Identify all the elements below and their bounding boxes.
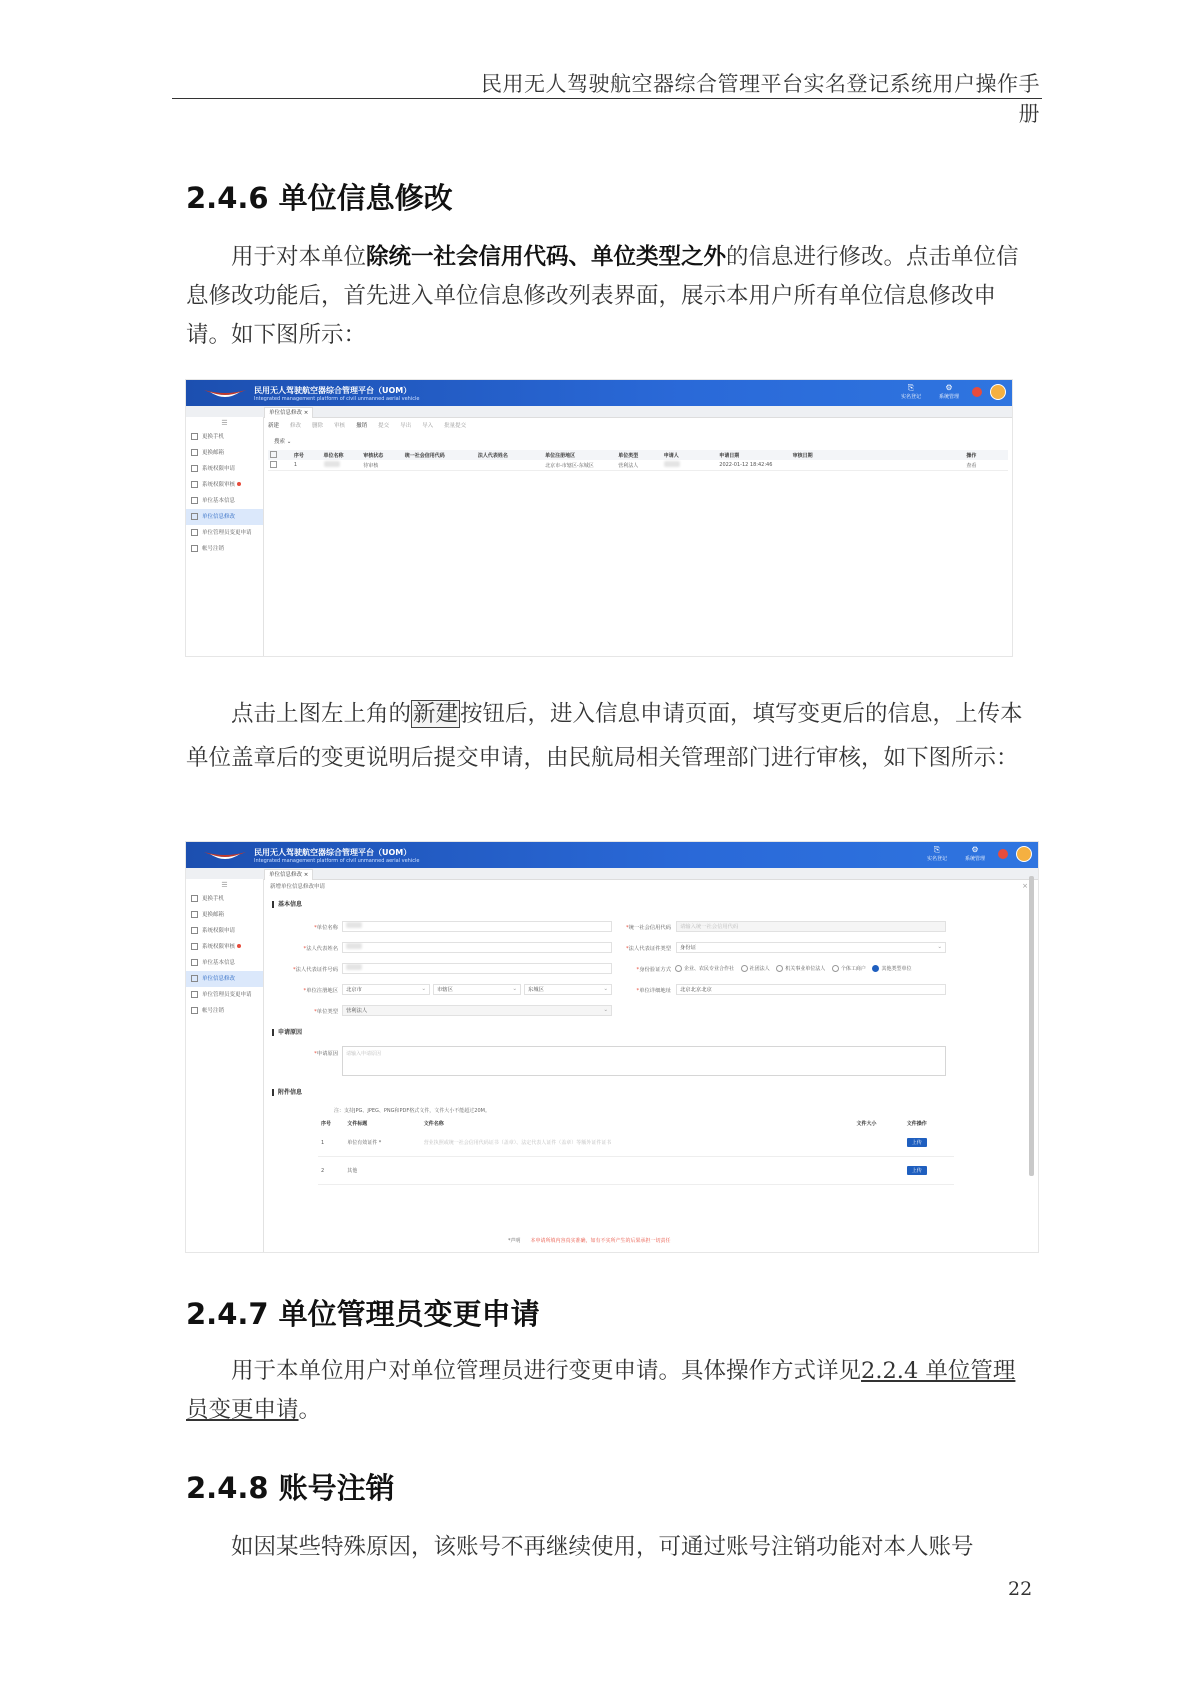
legal-cert-no-input[interactable] [342, 963, 612, 974]
menu-item-icon [191, 959, 198, 966]
address-input[interactable]: 北京北京北京 [676, 984, 946, 995]
column-header: 审核状态 [361, 450, 403, 460]
cell-title: 其他 [344, 1157, 420, 1185]
redacted-legal-name [346, 943, 362, 949]
label-region: *单位注册地区 [303, 988, 338, 994]
radio-icon[interactable] [776, 965, 783, 972]
attachment-table [318, 1117, 954, 1185]
avatar[interactable] [990, 384, 1006, 400]
cell-unit-name [322, 460, 362, 471]
sidebar-item-unit-basic[interactable]: 单位基本信息 [186, 493, 263, 509]
section-reason: 申请原因 [272, 1027, 302, 1036]
label-verify-method: *身份验证方式 [636, 967, 671, 973]
cell-size [853, 1129, 903, 1157]
list-main [264, 417, 1012, 656]
sidebar-item-admin-change[interactable]: 单位管理员变更申请 [186, 987, 263, 1003]
screenshot-unit-info-form [186, 842, 1038, 1252]
cell-index: 1 [318, 1129, 344, 1157]
column-header: 法人代表姓名 [476, 450, 543, 460]
app-title: 民用无人驾驶航空器综合管理平台（UOM） [254, 386, 412, 395]
redacted-applicant [664, 461, 680, 467]
column-header: 序号 [292, 450, 322, 460]
unit-name-input[interactable] [342, 921, 612, 932]
section-basic-info: 基本信息 [272, 899, 302, 908]
sidebar-item-change-phone[interactable]: 更换手机 [186, 429, 263, 445]
cell-region: 北京市-市辖区-东城区 [543, 460, 616, 471]
app-header-bar [186, 380, 1012, 406]
radio-icon[interactable] [832, 965, 839, 972]
batch-submit-button[interactable]: 批量提交 [444, 423, 467, 429]
sidebar-item-account-cancel[interactable]: 帐号注销 [186, 541, 263, 557]
legal-name-input[interactable] [342, 942, 612, 953]
bold-exception: 除统一社会信用代码、单位类型之外 [366, 244, 727, 270]
menu-item-icon [191, 911, 198, 918]
reason-textarea[interactable]: 请输入申请原因 [342, 1046, 946, 1076]
running-header: 民用无人驾驶航空器综合管理平台实名登记系统用户操作手册 [481, 72, 1040, 126]
attachment-note: 注：支持JPG、JPEG、PNG和PDF格式文件，文件大小不能超过20M。 [334, 1108, 490, 1114]
revoke-button[interactable]: 撤销 [356, 423, 368, 429]
column-header: 申请人 [662, 450, 718, 460]
sidebar-item-change-email[interactable]: 更换邮箱 [186, 445, 263, 461]
menu-item-icon [191, 513, 198, 520]
select-all-checkbox[interactable] [270, 451, 277, 458]
unit-type-select[interactable]: 营利法人 ⌄ [342, 1005, 612, 1016]
column-header: 文件大小 [856, 1120, 877, 1127]
view-link[interactable]: 查看 [964, 460, 1008, 471]
redacted-unit-name [324, 461, 340, 467]
credit-code-input[interactable]: 请输入统一社会信用代码 [676, 921, 946, 932]
table-header-row [318, 1117, 954, 1129]
redacted-unit-name [346, 922, 362, 928]
menu-collapse-icon[interactable]: ☰ [221, 881, 228, 889]
label-address: *单位详细地址 [636, 988, 671, 994]
form-scrollbar[interactable] [1029, 876, 1034, 1176]
app-header-bar [186, 842, 1038, 868]
system-icon: ⚙ [971, 845, 979, 854]
sidebar-item-unit-basic[interactable]: 单位基本信息 [186, 955, 263, 971]
paragraph-2-4-6-intro: 用于对本单位除统一社会信用代码、单位类型之外的信息进行修改。点击单位信息修改功能后，首先进入单位信息修改列表界面，展示本用户所有单位信息修改申请。如下图所示： [186, 244, 1019, 348]
search-toggle[interactable]: 搜索 ⌄ [274, 439, 292, 445]
menu-item-icon [191, 927, 198, 934]
app-subtitle: Integrated management platform of civil unmanned aerial vehicle [254, 858, 420, 864]
table-row [318, 1129, 954, 1157]
cell-applicant [662, 460, 718, 471]
sidebar-item-unit-edit[interactable]: 单位信息修改 [186, 971, 263, 987]
table-row [318, 1157, 954, 1185]
paragraph-2-4-6-new: 点击上图左上角的新建按钮后，进入信息申请页面，填写变更后的信息，上传本单位盖章后的变更说明后提交申请，由民航局相关管理部门进行审核，如下图所示： [186, 701, 1023, 771]
form-header: 新增单位信息修改申请 [270, 884, 326, 890]
section-attachments: 附件信息 [272, 1087, 302, 1096]
submit-button[interactable]: 提交 [378, 423, 390, 429]
declaration-text: 本申请所填内容真实准确，如有不实所产生的后果承担一切责任 [530, 1238, 671, 1244]
heading-2-4-6: 2.4.6 单位信息修改 [186, 181, 453, 215]
registration-icon: ⎘ [933, 845, 941, 854]
menu-item-icon [191, 943, 198, 950]
menu-item-icon [191, 497, 198, 504]
uom-logo-icon [202, 386, 248, 402]
upload-button[interactable]: 上传 [907, 1138, 927, 1147]
export-button[interactable]: 导出 [400, 423, 412, 429]
radio-icon[interactable] [675, 965, 682, 972]
new-button-reference: 新建 [413, 701, 459, 727]
label-legal-cert-no: *法人代表证件号码 [292, 967, 338, 973]
menu-item-icon [191, 1007, 198, 1014]
column-header: 单位类型 [616, 450, 662, 460]
cell-type: 营利法人 [616, 460, 662, 471]
top-button-system[interactable]: ⚙ 系统管理 [960, 845, 990, 862]
sidebar-item-permission-apply[interactable]: 系统权限申请 [186, 461, 263, 477]
column-header: 单位名称 [322, 450, 362, 460]
new-button[interactable]: 新建 [268, 423, 280, 429]
column-header: 申请日期 [717, 450, 790, 460]
heading-2-4-7: 2.4.7 单位管理员变更申请 [186, 1297, 540, 1331]
sidebar-item-change-email[interactable]: 更换邮箱 [186, 907, 263, 923]
table-header-row [268, 450, 1008, 460]
table-row[interactable] [268, 460, 1008, 471]
radio-icon[interactable] [741, 965, 748, 972]
link-2-2-4[interactable]: 2.2.4 单位管理员变更申请 [186, 1358, 1016, 1423]
edit-button[interactable]: 修改 [290, 423, 302, 429]
menu-item-icon [191, 481, 198, 488]
upload-button[interactable]: 上传 [907, 1166, 927, 1175]
row-checkbox[interactable] [270, 461, 277, 468]
redacted-cert-no [346, 964, 362, 970]
tab-unit-info-edit[interactable]: 单位信息修改 × [264, 407, 313, 418]
menu-item-icon [191, 529, 198, 536]
paragraph-2-4-7: 用于本单位用户对单位管理员进行变更申请。具体操作方式详见2.2.4 单位管理员变更申请。 [186, 1358, 1016, 1423]
cell-review-date [791, 460, 965, 471]
sidebar-item-account-cancel[interactable]: 帐号注销 [186, 1003, 263, 1019]
menu-collapse-icon[interactable]: ☰ [221, 419, 228, 427]
column-header: 单位注册地区 [543, 450, 616, 460]
list-toolbar [268, 421, 466, 429]
sidebar-item-admin-change[interactable]: 单位管理员变更申请 [186, 525, 263, 541]
sidebar-item-permission-review[interactable]: 系统权限审核 [186, 939, 263, 955]
city-select[interactable]: 市辖区 ⌄ [433, 984, 521, 995]
cell-legal-name [476, 460, 543, 471]
top-button-system[interactable]: ⚙ 系统管理 [934, 383, 964, 400]
badge-dot-icon [237, 944, 241, 948]
review-button[interactable]: 审核 [334, 423, 346, 429]
close-icon[interactable]: × [1022, 882, 1028, 890]
sidebar [186, 879, 264, 1252]
menu-item-icon [191, 433, 198, 440]
tab-unit-info-edit[interactable]: 单位信息修改 × [264, 869, 313, 880]
label-unit-name: *单位名称 [314, 925, 338, 931]
registration-icon: ⎘ [907, 383, 915, 392]
app-subtitle: Integrated management platform of civil unmanned aerial vehicle [254, 396, 420, 402]
declaration-label: *声明 [508, 1238, 521, 1244]
cell-file-hint: 营业执照或统一社会信用代码证书（盖章）、法定代表人证件（盖章）等额外证件证书 [421, 1129, 854, 1157]
column-header: 文件操作 [906, 1120, 927, 1127]
sidebar-item-unit-edit[interactable]: 单位信息修改 [186, 509, 263, 525]
app-title: 民用无人驾驶航空器综合管理平台（UOM） [254, 848, 412, 857]
sidebar-item-permission-review[interactable]: 系统权限审核 [186, 477, 263, 493]
menu-item-icon [191, 449, 198, 456]
label-legal-name: *法人代表姓名 [303, 946, 338, 952]
cell-index: 2 [318, 1157, 344, 1185]
column-header: 序号 [321, 1120, 332, 1127]
label-legal-cert-type: *法人代表证件类型 [625, 946, 671, 952]
top-button-registration[interactable]: ⎘ 实名登记 [922, 845, 952, 862]
cell-index: 1 [292, 460, 322, 471]
notification-icon[interactable] [998, 849, 1008, 859]
cell-file-hint [421, 1157, 854, 1185]
cell-status: 待审核 [361, 460, 403, 471]
menu-item-icon [191, 975, 198, 982]
cell-size [853, 1157, 903, 1185]
top-button-registration[interactable]: ⎘ 实名登记 [896, 383, 926, 400]
cell-title: 单位有效证件 * [344, 1129, 420, 1157]
sidebar-item-change-phone[interactable]: 更换手机 [186, 891, 263, 907]
menu-item-icon [191, 991, 198, 998]
cell-action [904, 1129, 954, 1157]
menu-item-icon [191, 545, 198, 552]
column-header[interactable] [268, 450, 292, 460]
application-table [268, 450, 1008, 471]
column-header: 统一社会信用代码 [403, 450, 476, 460]
page-number: 22 [1008, 1578, 1033, 1600]
label-credit-code: *统一社会信用代码 [625, 925, 671, 931]
menu-item-icon [191, 895, 198, 902]
label-unit-type: *单位类型 [314, 1009, 338, 1015]
radio-selected-icon[interactable] [872, 965, 879, 972]
column-header: 文件名称 [423, 1120, 444, 1127]
column-header: 审核日期 [791, 450, 965, 460]
screenshot-unit-info-list [186, 380, 1012, 656]
cell-credit-code [403, 460, 476, 471]
column-header: 操作 [964, 450, 1008, 460]
sidebar-item-permission-apply[interactable]: 系统权限申请 [186, 923, 263, 939]
delete-button[interactable]: 删除 [312, 423, 324, 429]
header-rule [172, 98, 1042, 99]
menu-item-icon [191, 465, 198, 472]
avatar[interactable] [1016, 846, 1032, 862]
sidebar [186, 417, 264, 656]
cell-date: 2022-01-12 18:42:46 [717, 460, 790, 471]
import-button[interactable]: 导入 [422, 423, 434, 429]
badge-dot-icon [237, 482, 241, 486]
verify-method-radios[interactable]: 企业、农民专业合作社 社团法人 机关事业单位法人 个体工商户 其他类型单位 [670, 965, 911, 972]
heading-2-4-8: 2.4.8 账号注销 [186, 1471, 395, 1505]
province-select[interactable]: 北京市 ⌄ [342, 984, 430, 995]
system-icon: ⚙ [945, 383, 953, 392]
district-select[interactable]: 东城区 ⌄ [524, 984, 612, 995]
declaration [508, 1237, 681, 1244]
legal-cert-type-select[interactable]: 身份证 ⌄ [676, 942, 946, 953]
paragraph-2-4-8: 如因某些特殊原因，该账号不再继续使用，可通过账号注销功能对本人账号 [231, 1534, 974, 1560]
uom-logo-icon [202, 848, 248, 864]
notification-icon[interactable] [972, 387, 982, 397]
label-reason: *申请原因 [314, 1051, 338, 1057]
cell-action [904, 1157, 954, 1185]
form-main [264, 879, 1038, 1252]
column-header: 文件标题 [347, 1120, 368, 1127]
